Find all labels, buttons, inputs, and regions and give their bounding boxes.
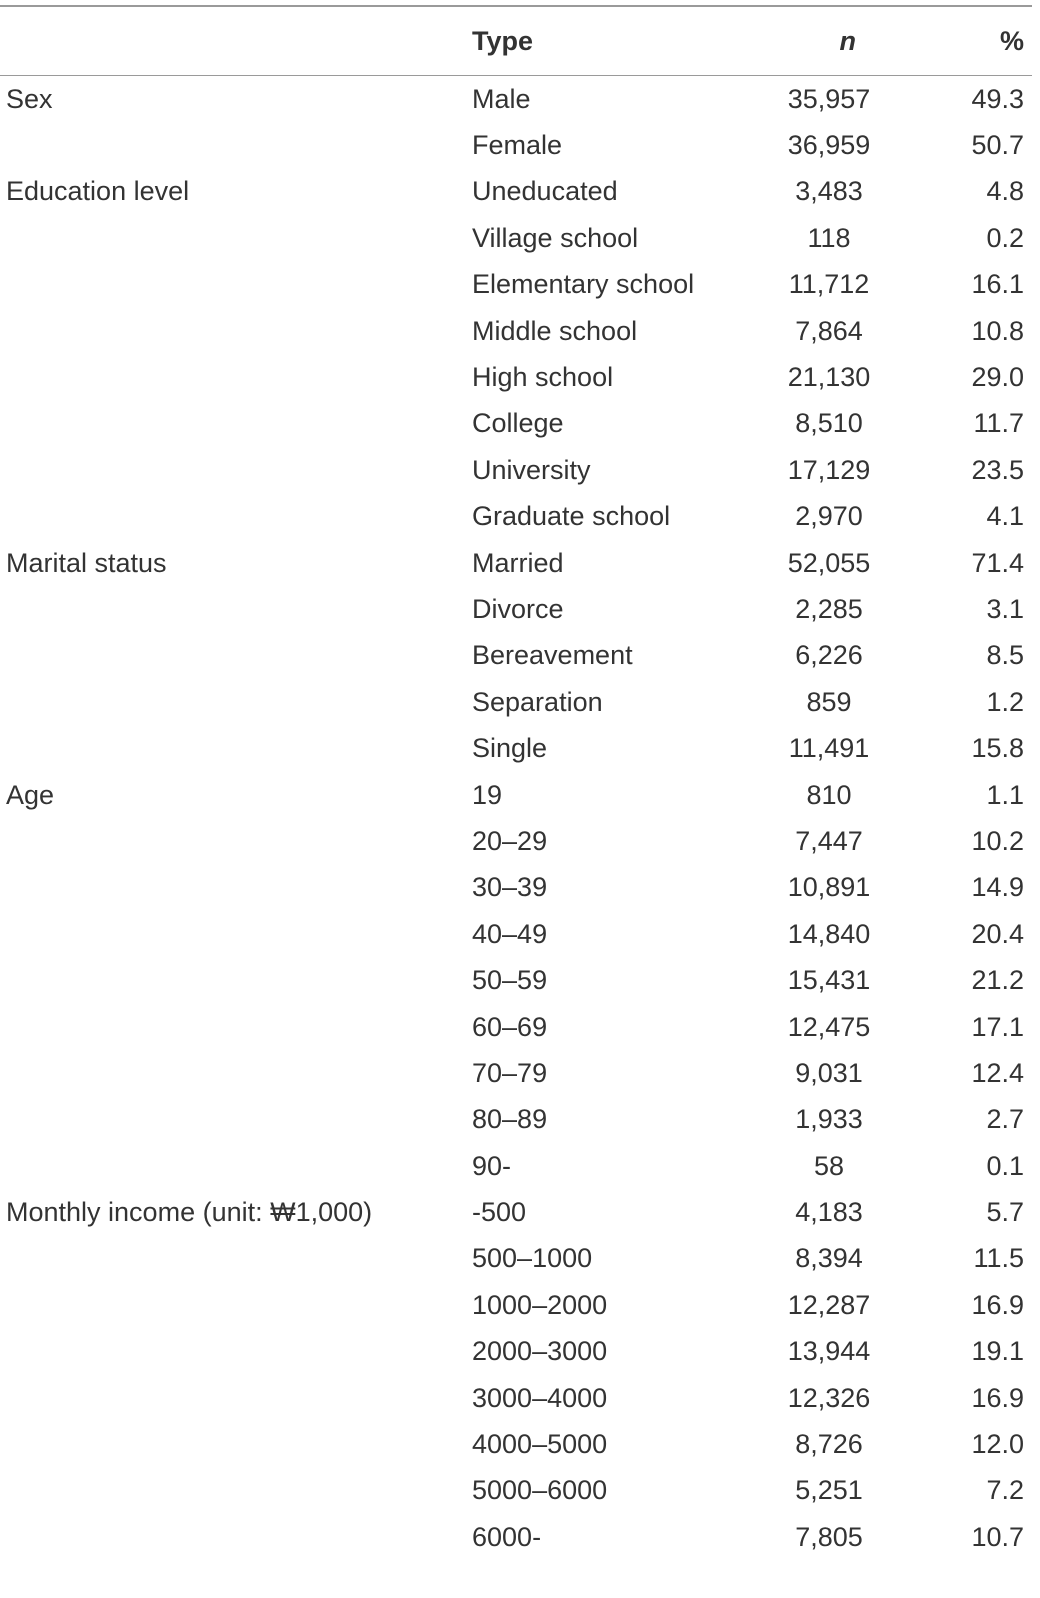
- count-cell: 859: [806, 686, 852, 717]
- category-cell: [0, 1004, 472, 1050]
- percent-cell: 17.1: [971, 1011, 1024, 1042]
- table-row: [0, 911, 1032, 957]
- table-row: [0, 540, 1032, 586]
- percent-cell: 12.0: [971, 1429, 1024, 1460]
- table-row: [0, 1004, 1032, 1050]
- category-cell: [0, 725, 472, 771]
- percent-cell: 4.8: [986, 176, 1024, 207]
- table-row: [0, 76, 1032, 123]
- count-cell: 7,805: [795, 1521, 863, 1552]
- count-cell: 8,394: [795, 1243, 863, 1274]
- category-cell: [0, 633, 472, 679]
- percent-cell: 2.7: [986, 1104, 1024, 1135]
- count-cell: 12,475: [787, 1011, 871, 1042]
- category-cell: [0, 308, 472, 354]
- count-cell: 11,491: [788, 733, 870, 764]
- count-cell: 11,712: [788, 269, 870, 300]
- type-cell: 4000–5000: [472, 1429, 608, 1460]
- table-row: [0, 1143, 1032, 1189]
- table-row: [0, 957, 1032, 1003]
- count-cell: 9,031: [795, 1057, 863, 1088]
- percent-cell: 4.1: [986, 501, 1024, 532]
- category-cell: [0, 1143, 472, 1189]
- category-cell: [0, 1514, 472, 1560]
- count-cell: 8,726: [795, 1429, 863, 1460]
- type-cell: Female: [472, 130, 563, 161]
- count-cell: 35,957: [787, 83, 871, 114]
- type-cell: 70–79: [472, 1057, 548, 1088]
- count-cell: 2,285: [795, 593, 863, 624]
- category-cell: [0, 1050, 472, 1096]
- type-cell: University: [472, 454, 591, 485]
- table-row: [0, 1097, 1032, 1143]
- category-cell: [0, 1097, 472, 1143]
- table-header: [0, 6, 1032, 76]
- percent-cell: 19.1: [971, 1336, 1024, 1367]
- percent-cell: 1.1: [986, 779, 1024, 810]
- percent-cell: 0.2: [986, 222, 1024, 253]
- table-row: [0, 1468, 1032, 1514]
- percent-cell: 1.2: [986, 686, 1024, 717]
- table-row: [0, 447, 1032, 493]
- percent-cell: 8.5: [986, 640, 1024, 671]
- category-cell: [0, 818, 472, 864]
- header-category: [0, 6, 472, 76]
- table-row: [0, 1329, 1032, 1375]
- percent-cell: 49.3: [971, 83, 1024, 114]
- type-cell: 19: [472, 779, 503, 810]
- type-cell: Village school: [472, 222, 639, 253]
- count-cell: 5,251: [795, 1475, 863, 1506]
- header-percent: %: [999, 25, 1024, 56]
- count-cell: 1,933: [795, 1104, 863, 1135]
- type-cell: Married: [472, 547, 564, 578]
- count-cell: 36,959: [787, 130, 871, 161]
- table-row: [0, 354, 1032, 400]
- count-cell: 2,970: [795, 501, 863, 532]
- count-cell: 3,483: [795, 176, 863, 207]
- count-cell: 15,431: [787, 965, 871, 996]
- type-cell: 30–39: [472, 872, 548, 903]
- category-cell: [0, 957, 472, 1003]
- type-cell: Separation: [472, 686, 603, 717]
- type-cell: 90-: [472, 1150, 512, 1181]
- table-row: [0, 1514, 1032, 1560]
- header-row: [0, 6, 1032, 76]
- type-cell: Elementary school: [472, 269, 695, 300]
- type-cell: 20–29: [472, 825, 548, 856]
- type-cell: College: [472, 408, 564, 439]
- table-row: [0, 308, 1032, 354]
- category-cell: [0, 447, 472, 493]
- category-cell: [0, 865, 472, 911]
- type-cell: 40–49: [472, 918, 548, 949]
- percent-cell: 7.2: [986, 1475, 1024, 1506]
- percent-cell: 21.2: [971, 965, 1024, 996]
- type-cell: 6000-: [472, 1521, 542, 1552]
- type-cell: 1000–2000: [472, 1289, 608, 1320]
- type-cell: Male: [472, 83, 531, 114]
- category-cell: [0, 215, 472, 261]
- count-cell: 17,129: [787, 454, 871, 485]
- category-cell: [0, 586, 472, 632]
- count-cell: 4,183: [795, 1197, 863, 1228]
- count-cell: 58: [813, 1150, 845, 1181]
- type-cell: 2000–3000: [472, 1336, 608, 1367]
- percent-cell: 10.7: [971, 1521, 1024, 1552]
- type-cell: Divorce: [472, 593, 564, 624]
- count-cell: 12,287: [787, 1289, 871, 1320]
- header-type: Type: [472, 25, 534, 56]
- table-row: [0, 865, 1032, 911]
- percent-cell: 10.8: [971, 315, 1024, 346]
- table-row: [0, 633, 1032, 679]
- percent-cell: 0.1: [986, 1150, 1024, 1181]
- table-row: [0, 1375, 1032, 1421]
- table-row: [0, 818, 1032, 864]
- type-cell: Graduate school: [472, 501, 671, 532]
- count-cell: 14,840: [787, 918, 871, 949]
- percent-cell: 16.9: [971, 1289, 1024, 1320]
- count-cell: 10,891: [787, 872, 871, 903]
- category-cell: Age: [6, 779, 55, 810]
- demographics-table: [0, 5, 1032, 1561]
- table-row: [0, 725, 1032, 771]
- count-cell: 7,447: [795, 825, 863, 856]
- percent-cell: 5.7: [986, 1197, 1024, 1228]
- count-cell: 118: [807, 222, 851, 253]
- type-cell: 80–89: [472, 1104, 548, 1135]
- table-row: [0, 1050, 1032, 1096]
- category-cell: [0, 262, 472, 308]
- count-cell: 52,055: [787, 547, 871, 578]
- type-cell: High school: [472, 362, 614, 393]
- category-cell: [0, 911, 472, 957]
- percent-cell: 11.7: [973, 408, 1024, 439]
- table-row: [0, 679, 1032, 725]
- table-row: [0, 1282, 1032, 1328]
- table-row: [0, 1189, 1032, 1235]
- table-body: [0, 76, 1032, 1561]
- category-cell: [0, 679, 472, 725]
- header-n: n: [839, 25, 856, 56]
- type-cell: Middle school: [472, 315, 638, 346]
- category-cell: [0, 354, 472, 400]
- table-row: [0, 772, 1032, 818]
- type-cell: 3000–4000: [472, 1382, 608, 1413]
- category-cell: Sex: [6, 83, 53, 114]
- category-cell: [0, 1421, 472, 1467]
- percent-cell: 71.4: [971, 547, 1024, 578]
- count-cell: 7,864: [795, 315, 863, 346]
- percent-cell: 11.5: [973, 1243, 1024, 1274]
- percent-cell: 12.4: [971, 1057, 1024, 1088]
- table-row: [0, 262, 1032, 308]
- percent-cell: 50.7: [971, 130, 1024, 161]
- percent-cell: 15.8: [971, 733, 1024, 764]
- percent-cell: 23.5: [971, 454, 1024, 485]
- count-cell: 810: [806, 779, 852, 810]
- count-cell: 6,226: [795, 640, 863, 671]
- percent-cell: 14.9: [971, 872, 1024, 903]
- type-cell: 60–69: [472, 1011, 548, 1042]
- percent-cell: 10.2: [971, 825, 1024, 856]
- table-row: [0, 1236, 1032, 1282]
- category-cell: [0, 1236, 472, 1282]
- category-cell: [0, 1329, 472, 1375]
- type-cell: Single: [472, 733, 548, 764]
- percent-cell: 16.1: [971, 269, 1024, 300]
- category-cell: [0, 1468, 472, 1514]
- category-cell: [0, 122, 472, 168]
- table-row: [0, 401, 1032, 447]
- type-cell: 50–59: [472, 965, 548, 996]
- type-cell: 5000–6000: [472, 1475, 608, 1506]
- count-cell: 12,326: [787, 1382, 871, 1413]
- percent-cell: 20.4: [971, 918, 1024, 949]
- table-row: [0, 586, 1032, 632]
- percent-cell: 3.1: [986, 593, 1024, 624]
- count-cell: 21,130: [787, 362, 871, 393]
- category-cell: [0, 1375, 472, 1421]
- percent-cell: 29.0: [971, 362, 1024, 393]
- category-cell: [0, 1282, 472, 1328]
- count-cell: 13,944: [787, 1336, 871, 1367]
- category-cell: [0, 401, 472, 447]
- type-cell: -500: [472, 1197, 527, 1228]
- table-row: [0, 215, 1032, 261]
- type-cell: Bereavement: [472, 640, 633, 671]
- table-row: [0, 1421, 1032, 1467]
- table-row: [0, 122, 1032, 168]
- table-row: [0, 494, 1032, 540]
- count-cell: 8,510: [795, 408, 863, 439]
- category-cell: [0, 494, 472, 540]
- percent-cell: 16.9: [971, 1382, 1024, 1413]
- type-cell: Uneducated: [472, 176, 618, 207]
- category-cell: Monthly income (unit: ₩1,000): [6, 1197, 373, 1228]
- category-cell: Education level: [6, 176, 190, 207]
- category-cell: Marital status: [6, 547, 167, 578]
- table-row: [0, 169, 1032, 215]
- type-cell: 500–1000: [472, 1243, 593, 1274]
